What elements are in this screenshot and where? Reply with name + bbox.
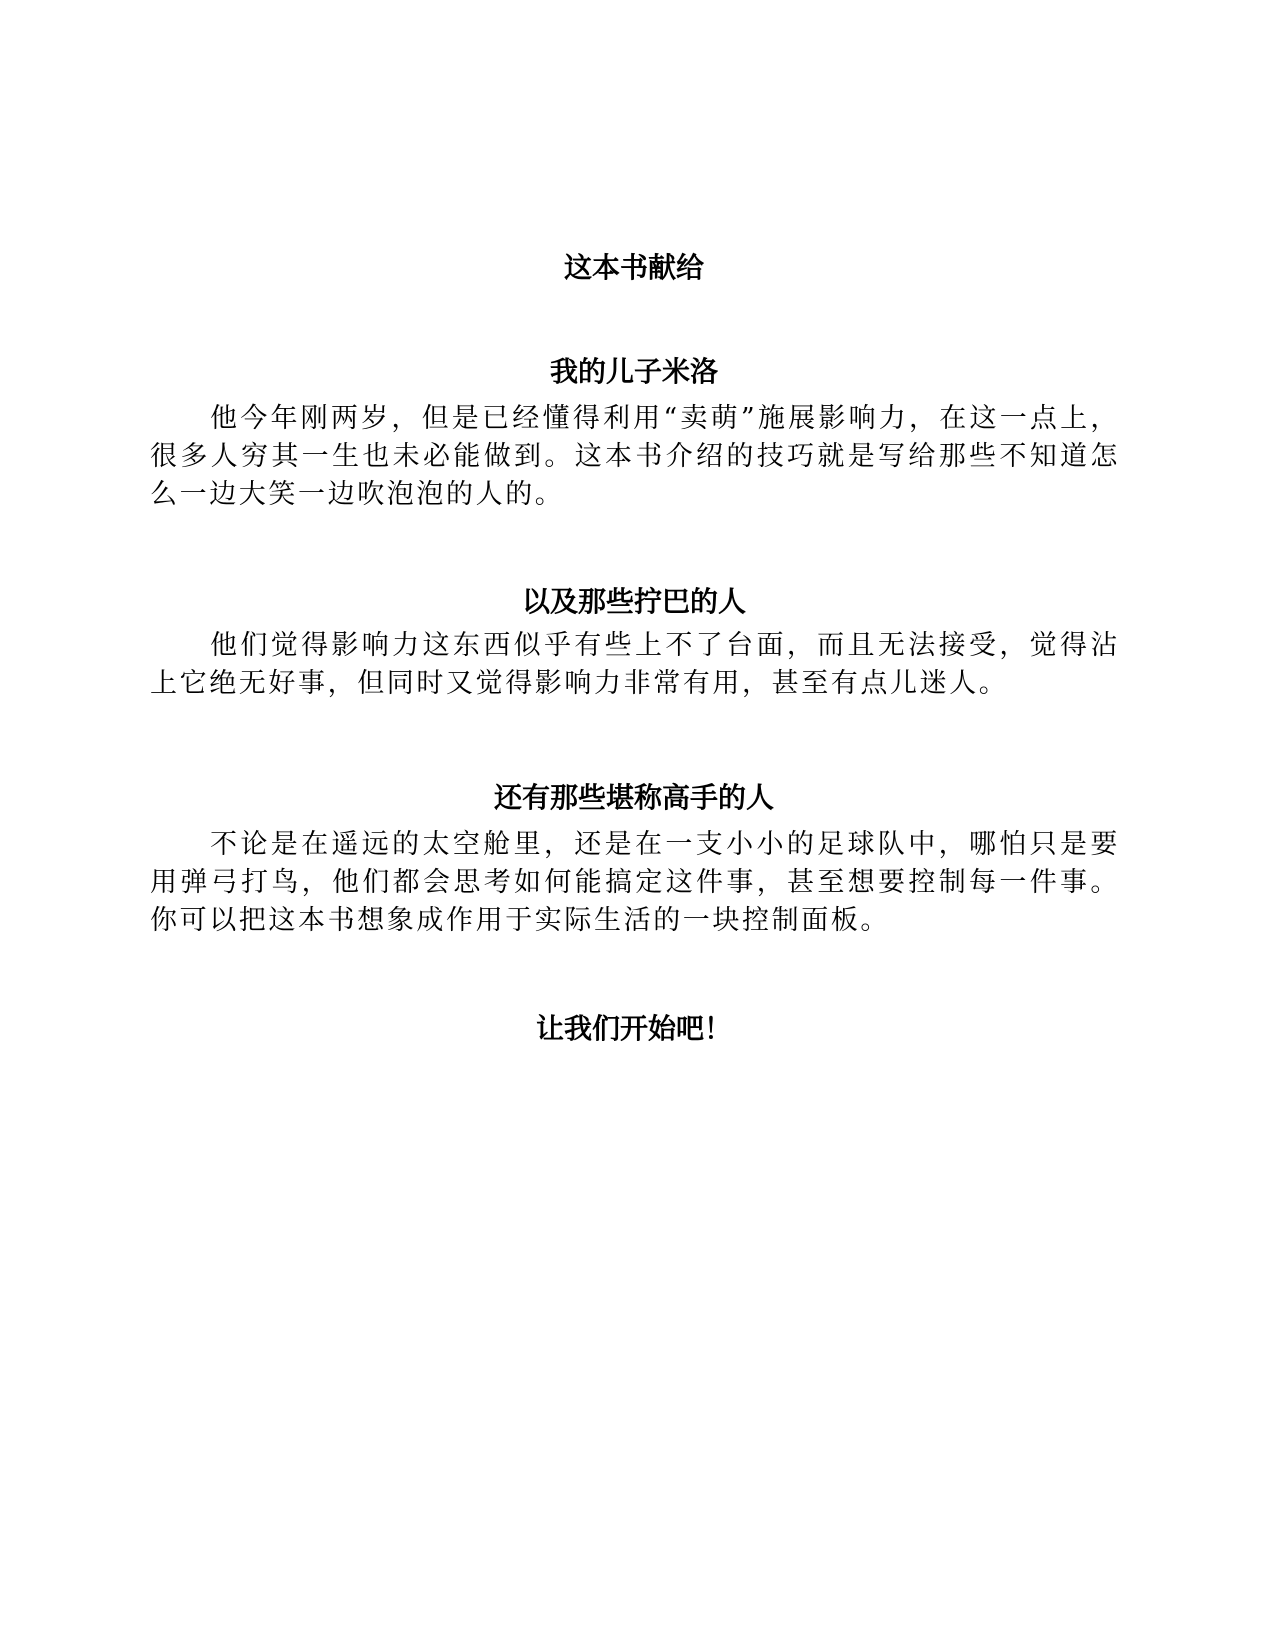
section-heading-masters: 还有那些堪称高手的人: [493, 781, 774, 814]
section-heading-son: 我的儿子米洛: [549, 355, 718, 388]
closing-line: 让我们开始吧！: [535, 1012, 732, 1045]
section-body-masters: 不论是在遥远的太空舱里，还是在一支小小的足球队中，哪怕只是要用弹弓打鸟，他们都会思考如何能搞定这件事，甚至想要控制每一件事。你可以把这本书想象成作用于实际生活的一块控制面板。: [150, 829, 1120, 936]
section-heading-stubborn: 以及那些拧巴的人: [521, 585, 746, 618]
section-body-stubborn: 他们觉得影响力这东西似乎有些上不了台面，而且无法接受，觉得沾上它绝无好事，但同时又觉得影响力非常有用，甚至有点儿迷人。: [150, 630, 1120, 699]
dedication-title: 这本书献给: [563, 251, 704, 284]
section-body-son: 他今年刚两岁，但是已经懂得利用“卖萌”施展影响力，在这一点上，很多人穷其一生也未必能做到。这本书介绍的技巧就是写给那些不知道怎么一边大笑一边吹泡泡的人的。: [150, 403, 1120, 510]
